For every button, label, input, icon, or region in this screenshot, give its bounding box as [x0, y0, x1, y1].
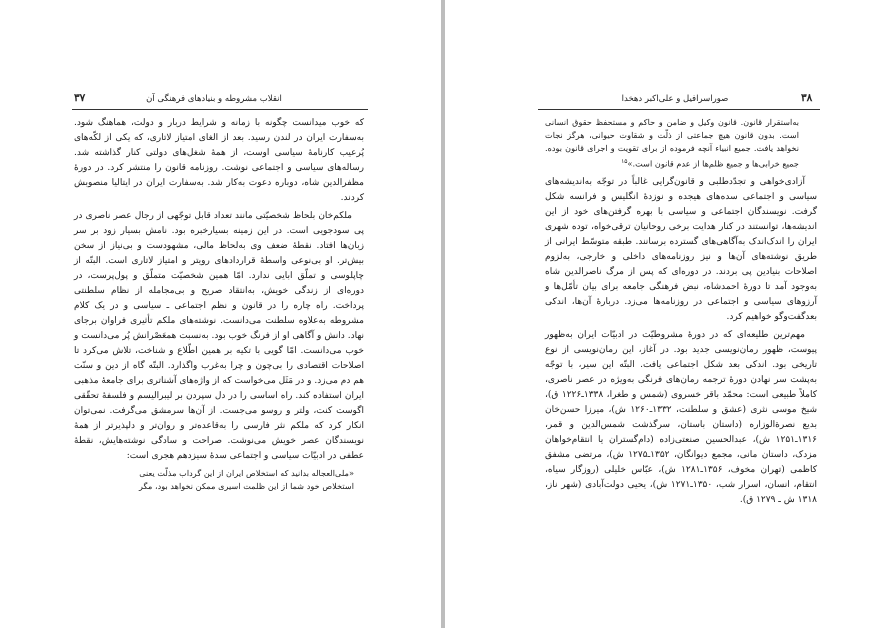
running-header: صوراسرافیل و علی‌اکبر دهخدا	[621, 94, 729, 104]
header-rule	[538, 109, 820, 110]
body-text	[74, 116, 364, 493]
paragraph: ملکم‌خان بلحاظ شخصیّتی مانند تعداد قابل توجّهی از رجال عصر ناصری در پی سودجویی است. در این زمینه بسیارخبره بود. نامش بسیار زود بر سر زبان‌ها افتاد. نقطهٔ ضعف وی به‌لحاظ مالی، مشهودست و بی‌نیاز از سخن بیش‌تر. او بی‌نوعی واسطهٔ قراردادهای رویتر و امتیاز لاتاری است. البتّه از چاپلوسی و تملّق ابایی ندارد. امّا همین شخصیّت متملّق و پول‌پرست، در دوره‌ای از زندگی خویش، به‌انتقاد صریح و بی‌مجامله از نظام سلطنتی پرداخت. راه چاره را در قانون و نظم اجتماعی ـ سیاسی و در یک کلام مشروطه به‌علاوه سلطنت می‌دانست. نوشته‌های ملکم تأثیری فراوان برجای نهاد. دانش و آگاهی او از فرنگ خوب بود. به‌نسبت همعَصْرانش پُر می‌دانست و خوب می‌دانست. امّا گویی با تکیه بر همین اطّلاع و شناخت، تلاش می‌کرد تا اصلاحات اقتصادی را بی‌چون و چرا به‌غرب واگذارد. البتّه گاه از دین و سنّت هم دم می‌زد. و در مَثَل می‌خواست که از واژه‌های آشنا‌تری برای جامعهٔ مذهبی ایران استفاده کند. راه اساسی را در دل سپردن بر لیبرالیسم و فلسفهٔ تحقّقی اگوست کنت، ولتر و روسو می‌جست. از آن‌ها سرمشق می‌گرفت. نمی‌توان انکار کرد که ملکم نثر فارسی را به‌قاعده‌تر و روان‌تر و دلپذیرتر از همهٔ نویسندگان عصر خویش می‌نوشت. صراحت و سادگی نوشته‌هایش، نقطهٔ عطفی در ادبیّات سیاسی و اجتماعی سدهٔ سیزدهم هجری است:	[74, 211, 364, 461]
paragraph: مهم‌ترین طلیعه‌ای که در دورهٔ مشروطیّت در ادبیّات ایران به‌ظهور پیوست، ظهور رمان‌نویسی جدید بود. در آغاز، این رمان‌نویسی از نوع تاریخی بود. اندکی بعد شکل اجتماعی یافت. البتّه این سیر، با توجّه به‌پشت سر نهادن دورهٔ ترجمه رمان‌های فرنگی به‌ویژه در عصر ناصری، کاملاً طبیعی است: محمّد باقر خسروی (شمس و طغرا، ۱۳۳۸ـ۱۲۲۶ ق)، شیخ موسی نثری (عشق و سلطنت، ۱۳۳۲ـ۱۲۶۰ ش)، میرزا حسن‌خان بدیع نصرةالوزاره (داستان باستان، سرگذشت شمس‌الدین و قمر، ۱۳۱۶ـ۱۲۵۱ ش)، عبدالحسین صنعتی‌زاده (دام‌گستران یا انتقام‌خواهان مزدک، داستان مانی، مجمع دیوانگان، ۱۳۵۲ـ۱۲۷۵ ش)، مرتضی مشفق کاظمی (تهران مخوف، ۱۳۵۶ـ۱۲۸۱ ش)، عبّاس خلیلی (روزگار سیاه، انتقام، انسان، اسرار شب، ۱۳۵۰ـ۱۲۷۱ ش)، یحیی دولت‌آبادی (شهر ناز، ۱۳۱۸ ش ـ ۱۲۷۹ ق).	[545, 329, 817, 505]
block-quote	[74, 467, 364, 493]
left-page	[0, 0, 441, 628]
header-rule	[72, 109, 368, 110]
paragraph: آزادی‌خواهی و تجدّدطلبی و قانون‌گرایی غالباً در توجّه به‌اندیشه‌های سیاسی و اجتماعی سده‌های هیجده و نوزدهٔ انگلیس و فرانسه شکل گرفت. نویسندگان اجتماعی و سیاسی با بهره گرفتن‌های خود از این اندیشه‌ها، توانستند در کنار هدایت برخی روحانیان ترقی‌خواه، توده شهری ایران را اندک‌اندک به‌آگاهی‌های گسترده برسانند. طبقه متوسّط ایرانی از طریق نوشته‌های آن‌ها و نیز روزنامه‌های داخلی و خارجی، به‌لزوم اصلاحات بنیادین پی بردند. در دوره‌ای که پس از مرگ ناصرالدین شاه به‌وجود آمد تا دورهٔ احمدشاه، نبض فرهنگی جامعه برای بیان تأمّل‌ها و آرزوهای سیاسی و اجتماعی در روزنامه‌ها می‌زد. دربارهٔ آن‌ها، اندکی بعدگفت‌وگو خواهیم کرد.	[545, 176, 817, 322]
body-text	[545, 116, 817, 511]
right-page	[445, 0, 886, 628]
quote-line: «ملی‌العجاله بدانید که استخلاص ایران از این گرداب مذلّت یعنی	[139, 468, 354, 478]
paragraph: که خوب میدانست چگونه با زمانه و شرایط دربار و دولت، هماهنگ شود. به‌سفارت ایران در لندن رسید. بعد از الغای امتیاز لاتاری، که یکی از لکّه‌های پُرعیب کارنامهٔ سیاسی اوست، از همهٔ شغل‌های دولتی کنار گذاشته شد. رساله‌های سیاسی و اجتماعی نوشت. روزنامه قانون را منتشر کرد. در دورهٔ مظفرالدین شاه، دوباره دعوت به‌کار شد. به‌سفارت ایران در ایتالیا منصوبش کردند.	[74, 118, 364, 203]
quote-line: استخلاص خود شما از این ظلمت اسیری ممکن نخواهد بود، مگر	[138, 481, 354, 491]
page-number: ۳۸	[801, 92, 813, 104]
page-number: ۳۷	[74, 92, 86, 104]
quote-text: به‌استقرار قانون. قانون وکیل و ضامن و حاکم و مستحفظ حقوق انسانی است. بدون قانون هیچ جماعتی از ذلّت و شقاوت حیوانی، هرگز نجات نخواهد یافت. جمیع انبیاء آنچه فرموده از برای تقویت و اجرای قانون بوده. جمیع خرابی‌ها و جمیع ظلم‌ها از عدم قانون است.»	[545, 117, 799, 169]
running-header: انقلاب مشروطه و بنیادهای فرهنگی آن	[146, 94, 282, 104]
footnote-marker: ۱۵	[621, 158, 628, 165]
block-quote	[545, 116, 817, 171]
